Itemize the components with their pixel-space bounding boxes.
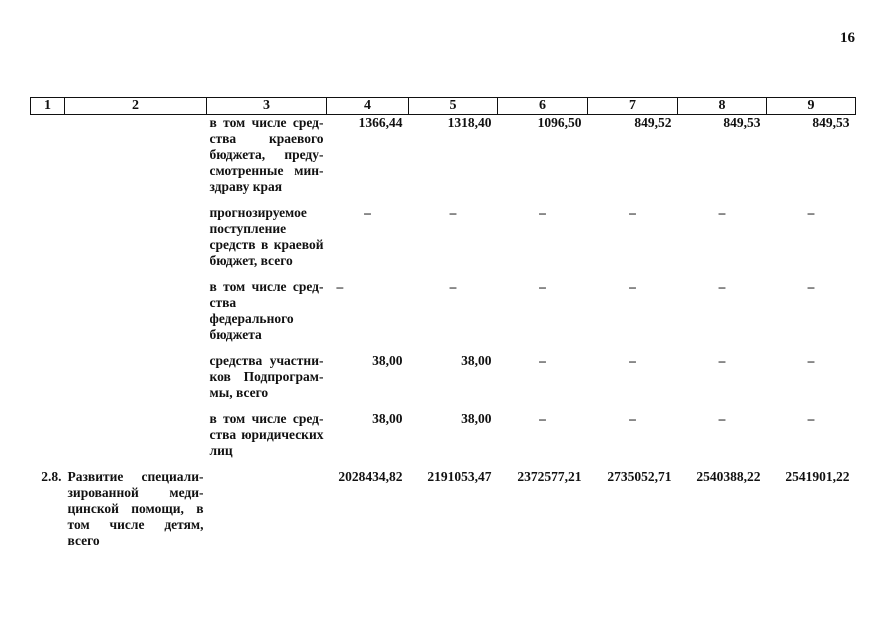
- column-header: 2: [65, 98, 207, 115]
- row-code: 2.8.: [41, 469, 62, 484]
- row-code: [31, 279, 65, 353]
- table-row: [31, 411, 856, 469]
- row-value: 849,52: [634, 115, 672, 130]
- row-code: [31, 353, 65, 411]
- row-name: Развитие специали-зированной меди-цинской помощи, в том числе детям, всего: [67, 469, 204, 548]
- row-item: в том числе сред-ства краевого бюджета, преду-смотренные мин-здраву края: [209, 115, 324, 194]
- row-value: 1096,50: [537, 115, 582, 130]
- row-value: 2540388,22: [696, 469, 761, 484]
- row-value: 38,00: [372, 411, 403, 426]
- row-value: –: [629, 353, 636, 368]
- row-item: [207, 469, 327, 549]
- row-value: –: [807, 353, 815, 368]
- row-name: [65, 205, 207, 279]
- budget-table: [30, 97, 856, 549]
- row-value: 2028434,82: [338, 469, 403, 484]
- row-value: –: [539, 353, 546, 368]
- row-value: –: [807, 411, 815, 426]
- row-value: 849,53: [812, 115, 850, 130]
- row-name: [65, 411, 207, 469]
- row-name: [65, 353, 207, 411]
- row-value: –: [539, 205, 546, 220]
- header-row: [31, 98, 856, 115]
- row-value: –: [336, 279, 344, 294]
- column-header: 6: [498, 98, 588, 115]
- column-header: 7: [588, 98, 678, 115]
- row-value: 2735052,71: [607, 469, 672, 484]
- row-value: 38,00: [461, 353, 492, 368]
- column-header: 3: [207, 98, 327, 115]
- table-row: [31, 205, 856, 279]
- row-value: 38,00: [461, 411, 492, 426]
- column-header: 9: [767, 98, 856, 115]
- table-row: [31, 469, 856, 549]
- row-value: –: [718, 279, 726, 294]
- row-item: в том числе сред-ства юридических лиц: [209, 411, 324, 458]
- row-value: 2191053,47: [427, 469, 492, 484]
- row-value: 849,53: [723, 115, 761, 130]
- row-item: в том числе сред-ства федерального бюджета: [209, 279, 324, 342]
- row-value: –: [364, 205, 371, 220]
- row-value: –: [718, 353, 726, 368]
- row-value: –: [449, 205, 457, 220]
- row-value: 2372577,21: [517, 469, 582, 484]
- table-row: [31, 115, 856, 206]
- row-value: 38,00: [372, 353, 403, 368]
- row-value: –: [807, 205, 815, 220]
- row-value: 1318,40: [447, 115, 492, 130]
- column-header: 4: [327, 98, 409, 115]
- row-value: 1366,44: [358, 115, 403, 130]
- row-value: –: [629, 411, 636, 426]
- row-value: –: [629, 279, 636, 294]
- page-number: 16: [840, 30, 855, 46]
- row-item: прогнозируемое поступление средств в краевой бюджет, всего: [209, 205, 324, 268]
- table-row: [31, 353, 856, 411]
- row-code: [31, 411, 65, 469]
- column-header: 1: [31, 98, 65, 115]
- column-header: 8: [678, 98, 767, 115]
- table-row: [31, 279, 856, 353]
- row-value: 2541901,22: [785, 469, 850, 484]
- row-value: –: [718, 411, 726, 426]
- row-value: –: [807, 279, 815, 294]
- row-value: –: [539, 411, 546, 426]
- row-name: [65, 115, 207, 206]
- row-value: –: [629, 205, 636, 220]
- row-code: [31, 115, 65, 206]
- column-header: 5: [409, 98, 498, 115]
- row-value: –: [718, 205, 726, 220]
- row-name: [65, 279, 207, 353]
- row-value: –: [449, 279, 457, 294]
- row-value: –: [539, 279, 546, 294]
- row-code: [31, 205, 65, 279]
- row-item: средства участни-ков Подпрограм-мы, всего: [209, 353, 324, 400]
